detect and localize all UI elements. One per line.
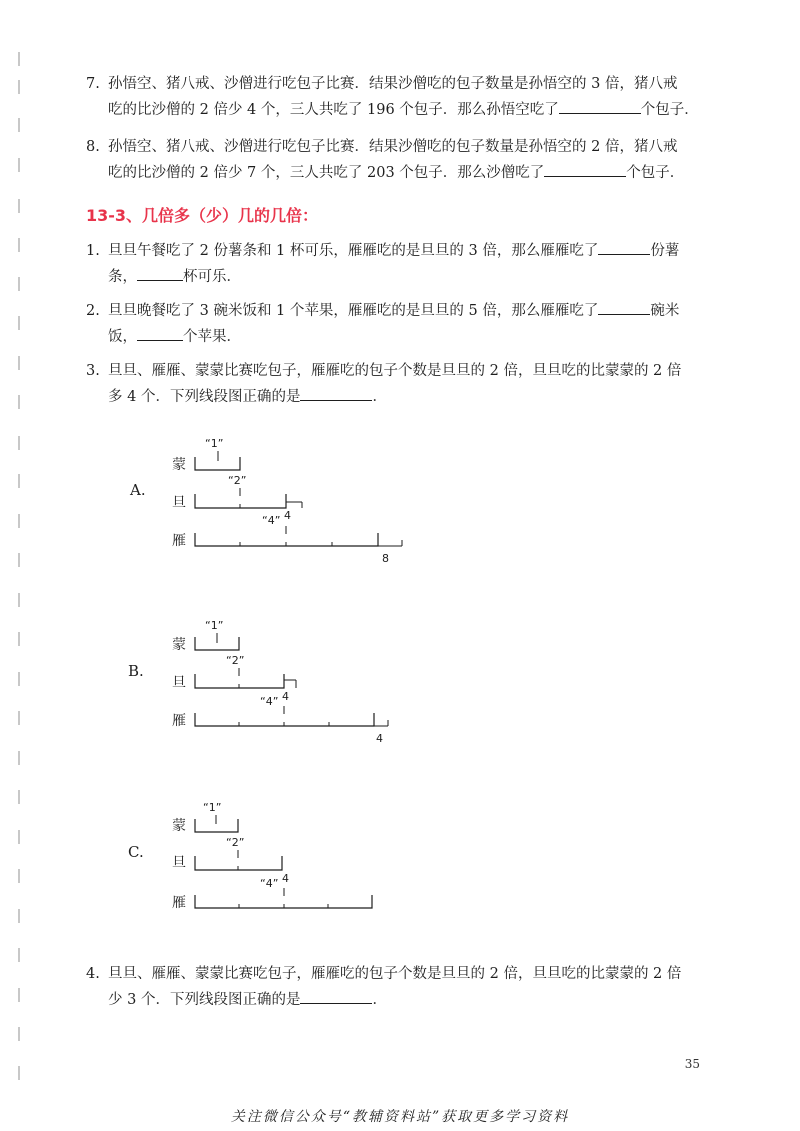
row-label-dan: 旦: [172, 855, 186, 871]
option-b-label[interactable]: B.: [128, 662, 144, 680]
answer-blank[interactable]: [137, 264, 183, 281]
question-text: 碗米: [650, 303, 680, 319]
quote-1-label: “1”: [205, 619, 224, 632]
question-text: 多 4 个．下列线段图正确的是: [108, 389, 301, 405]
question-text: ．: [372, 389, 387, 405]
question-text: 条，: [108, 269, 137, 285]
extra-end-label: 8: [382, 552, 389, 565]
row-label-dan: 旦: [172, 495, 186, 511]
question-text: 吃的比沙僧的 2 倍少 7 个，三人共吃了 203 个包子．那么沙僧吃了: [108, 165, 545, 181]
row-label-meng: 蒙: [172, 457, 186, 473]
extra-end-label: 4: [376, 732, 383, 745]
quote-1-label: “1”: [205, 437, 224, 450]
option-c-label[interactable]: C.: [128, 843, 144, 861]
question-text: 旦旦午餐吃了 2 份薯条和 1 杯可乐，雁雁吃的是旦旦的 3 倍，那么雁雁吃了: [108, 243, 599, 259]
extra-4-label: 4: [282, 872, 289, 885]
answer-blank[interactable]: [559, 97, 641, 114]
extra-4-label: 4: [282, 690, 289, 703]
line-segment-diagram-c: [160, 794, 420, 924]
question-text: 杯可乐．: [183, 269, 241, 285]
question-number: 3.: [86, 363, 100, 379]
question-text: 个包子．: [626, 165, 685, 181]
question-2: [86, 298, 716, 350]
row-label-meng: 蒙: [172, 818, 186, 834]
line-segment-diagram-b: [160, 612, 420, 752]
question-text: ．: [372, 992, 387, 1008]
quote-1-label: “1”: [203, 801, 222, 814]
question-1: [86, 238, 716, 290]
question-text: 个苹果．: [183, 329, 241, 345]
page-number: 35: [684, 1057, 700, 1071]
answer-blank[interactable]: [544, 160, 626, 177]
quote-2-label: “2”: [226, 654, 245, 667]
question-text: 份薯: [650, 243, 680, 259]
row-label-yan: 雁: [172, 533, 186, 549]
quote-4-label: “4”: [260, 695, 279, 708]
line-segment-diagram-a: [160, 430, 420, 570]
answer-blank[interactable]: [300, 384, 372, 401]
question-text: 旦旦、雁雁、蒙蒙比赛吃包子，雁雁吃的包子个数是旦旦的 2 倍，旦旦吃的比蒙蒙的 2 倍: [108, 966, 682, 982]
question-number: 2.: [86, 303, 100, 319]
quote-4-label: “4”: [262, 514, 281, 527]
row-label-meng: 蒙: [172, 637, 186, 653]
row-label-yan: 雁: [172, 895, 186, 911]
margin-ticks: [18, 0, 24, 1131]
question-number: 8.: [86, 139, 100, 155]
question-text: 旦旦、雁雁、蒙蒙比赛吃包子，雁雁吃的包子个数是旦旦的 2 倍，旦旦吃的比蒙蒙的 2 倍: [108, 363, 682, 379]
question-text: 饭，: [108, 329, 137, 345]
extra-4-label: 4: [284, 509, 291, 522]
question-text: 吃的比沙僧的 2 倍少 4 个，三人共吃了 196 个包子．那么孙悟空吃了: [108, 102, 559, 118]
footer-note: 关注微信公众号“教辅资料站”获取更多学习资料: [230, 1109, 570, 1125]
answer-blank[interactable]: [598, 238, 650, 255]
question-text: 个包子．: [640, 102, 699, 118]
row-label-yan: 雁: [172, 713, 186, 729]
question-text: 少 3 个．下列线段图正确的是: [108, 992, 301, 1008]
quote-2-label: “2”: [226, 836, 245, 849]
question-4: [86, 962, 716, 1013]
quote-2-label: “2”: [228, 474, 247, 487]
question-text: 孙悟空、猪八戒、沙僧进行吃包子比赛．结果沙僧吃的包子数量是孙悟空的 3 倍，猪八戒: [108, 76, 678, 92]
question-number: 1.: [86, 243, 100, 259]
question-8: [86, 135, 716, 186]
answer-blank[interactable]: [300, 987, 372, 1004]
question-7: [86, 72, 716, 123]
answer-blank[interactable]: [137, 324, 183, 341]
question-text: 孙悟空、猪八戒、沙僧进行吃包子比赛．结果沙僧吃的包子数量是孙悟空的 2 倍，猪八戒: [108, 139, 678, 155]
question-number: 4.: [86, 966, 100, 982]
section-title: 13-3、几倍多（少）几的几倍：: [86, 206, 319, 225]
answer-blank[interactable]: [598, 298, 650, 315]
question-text: 旦旦晚餐吃了 3 碗米饭和 1 个苹果，雁雁吃的是旦旦的 5 倍，那么雁雁吃了: [108, 303, 599, 319]
option-a-label[interactable]: A.: [130, 481, 146, 499]
row-label-dan: 旦: [172, 675, 186, 691]
question-number: 7.: [86, 76, 100, 92]
quote-4-label: “4”: [260, 877, 279, 890]
question-3: [86, 359, 716, 410]
